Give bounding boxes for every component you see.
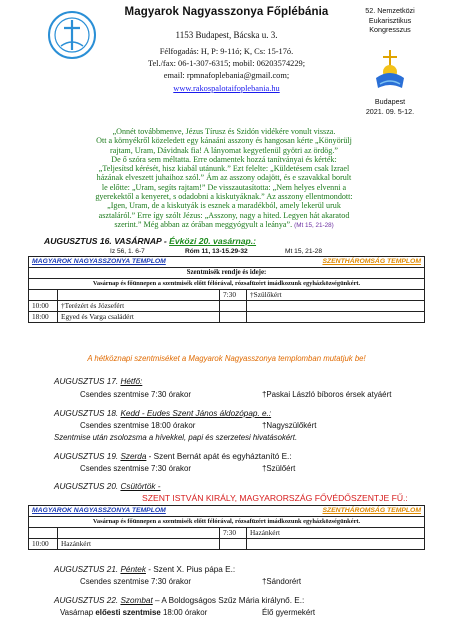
mass-time: 18:00 órakor xyxy=(160,608,208,617)
gospel-line: rajtam, Uram, Dávidnak fia! A lányomat kegyetlenül gyötri az ördög.” xyxy=(110,145,338,155)
day-name: Hétfő: xyxy=(120,377,143,386)
parish-title: Magyarok Nagyasszonya Főplébánia xyxy=(124,6,329,18)
day-date: AUGUSZTUS 21. xyxy=(54,565,119,574)
day-date: AUGUSZTUS 22. xyxy=(54,596,119,605)
table-row xyxy=(29,279,425,290)
mass-type: előesti szentmise xyxy=(95,608,161,617)
wednesday-mass: Csendes szentmise 7:30 órakor xyxy=(80,464,191,473)
church-left-label: MAGYAROK NAGYASSZONYA TEMPLOM xyxy=(29,506,220,517)
mass-prefix: Vasárnap xyxy=(60,608,96,617)
tuesday-intention: †Nagyszülőkért xyxy=(262,421,317,430)
congress-footer xyxy=(342,97,438,116)
order-heading: Szentmisék rendje és ideje: xyxy=(29,268,425,279)
mass-time: 18:00 xyxy=(29,312,58,323)
saturday-intention: Élő gyermekért xyxy=(262,608,316,617)
website-link[interactable]: www.rakospalotaifoplebania.hu xyxy=(173,83,280,93)
day-name: Szerda xyxy=(120,452,147,461)
church-right-label: SZENTHÁROMSÁG TEMPLOM xyxy=(220,257,425,268)
day-name: Szombat xyxy=(120,596,153,605)
mass-time: 7:30 xyxy=(220,528,247,539)
day-saint: - Szent X. Pius pápa E.: xyxy=(145,565,236,574)
church-left-label: MAGYAROK NAGYASSZONYA TEMPLOM xyxy=(29,257,220,268)
weekday-note: A hétköznapi szentmiséket a Magyarok Nagyasszonya templomban mutatjuk be! xyxy=(87,354,366,363)
friday-heading xyxy=(54,565,235,574)
monday-mass: Csendes szentmise 7:30 órakor xyxy=(80,390,191,399)
sunday-reading-3: Mt 15, 21-28 xyxy=(285,248,323,255)
gospel-line: le előtte: „Uram, segíts rajtam!” De visszautasította: „Nem helyes elvenni a xyxy=(101,182,347,192)
mass-intention xyxy=(247,312,425,323)
table-row xyxy=(29,290,425,301)
mass-intention: †Szülőkért xyxy=(247,290,425,301)
thursday-heading xyxy=(54,482,160,491)
saturday-heading xyxy=(54,596,304,605)
monday-heading xyxy=(54,377,142,386)
office-hours: Félfogadás: H, P: 9-11ó; K, Cs: 15-17ó. xyxy=(159,47,294,56)
email-line: email: rpmnafoplebania@gmail.com; xyxy=(163,71,290,81)
monday-intention: †Paskai László bíboros érsek atyáért xyxy=(262,390,392,399)
parish-address: 1153 Budapest, Bácska u. 3. xyxy=(175,30,278,40)
gospel-text xyxy=(58,127,390,230)
mass-intention: Egyed és Varga családért xyxy=(58,312,220,323)
gospel-line: Ott a környékről közeledett egy kánaáni asszony és hangosan kérte „Könyörülj xyxy=(96,136,352,146)
sunday-feast: Évközi 20. vasárnap.: xyxy=(169,236,257,246)
rosary-note: Vasárnap és főünnepen a szentmisék előtt félórával, rózsafüzért imádkozunk egyházközségünkért. xyxy=(29,279,425,290)
gospel-line: asztaláról.” Erre így szólt Jézus: „Asszony, nagy a hited. Legyen hát akaratod xyxy=(98,210,350,220)
gospel-line: szerint.” Még abban az órában meggyógyult a leánya”. xyxy=(114,219,293,229)
sunday-title: AUGUSZTUS 16. VASÁRNAP - xyxy=(44,236,170,246)
mass-time: 10:00 xyxy=(29,539,58,550)
tuesday-heading xyxy=(54,409,271,418)
phone-line: Tel./fax: 06-1-307-6315; mobil: 06203574229; xyxy=(147,59,306,69)
sunday-reading-2: Róm 11, 13-15.29-32 xyxy=(185,248,248,255)
friday-mass: Csendes szentmise 7:30 órakor xyxy=(80,577,191,586)
friday-intention: †Sándorért xyxy=(262,577,302,586)
day-date: AUGUSZTUS 20. xyxy=(54,482,119,491)
mass-time xyxy=(220,539,247,550)
mass-intention: Hazánkért xyxy=(247,528,425,539)
day-name: Péntek xyxy=(120,565,146,574)
day-name: Csütörtök - xyxy=(120,482,161,491)
day-saint: – A Boldogságos Szűz Mária királynő. E.: xyxy=(152,596,305,605)
mass-intention: †Terézért és Józsefért xyxy=(58,301,220,312)
congress-heading xyxy=(342,6,438,35)
table-row xyxy=(29,257,425,268)
mass-intention xyxy=(58,290,220,301)
mass-time: 7:30 xyxy=(220,290,247,301)
congress-line1: 52. Nemzetközi xyxy=(365,6,415,15)
congress-line2: Eukarisztikus xyxy=(368,15,412,25)
thursday-feast: SZENT ISTVÁN KIRÁLY, MAGYARORSZÁG FŐVÉDŐSZENTJE FŰ.: xyxy=(142,493,408,503)
sunday-heading xyxy=(44,236,256,246)
day-saint: - Szent Bernát apát és egyháztanító E.: xyxy=(146,452,292,461)
congress-line3: Kongresszus xyxy=(369,25,411,34)
gospel-line: gyerekektől a kenyeret, s odadobni a kiskutyáknak.” Az asszony ellentmondott: xyxy=(95,192,353,202)
congress-dates: 2021. 09. 5-12. xyxy=(365,106,415,116)
table-row xyxy=(29,539,425,550)
tuesday-mass: Csendes szentmise 18:00 órakor xyxy=(80,421,196,430)
table-row xyxy=(29,268,425,279)
mass-intention: Hazánkért xyxy=(58,539,220,550)
sunday-schedule-table xyxy=(28,256,425,323)
table-row xyxy=(29,528,425,539)
gospel-line: „Teljesítsd kérését, hisz kiabál utánunk.” Ezt felelte: „Küldetésem csak Izrael xyxy=(98,164,350,174)
table-row xyxy=(29,312,425,323)
mass-intention xyxy=(247,301,425,312)
day-date: AUGUSZTUS 17. xyxy=(54,377,119,386)
church-right-label: SZENTHÁROMSÁG TEMPLOM xyxy=(220,506,425,517)
thursday-schedule-table xyxy=(28,505,425,550)
gospel-line: „Igen, Uram, de a kiskutyák is esznek a maradékból, amely lekerül uruk xyxy=(107,201,341,211)
mass-time xyxy=(29,528,58,539)
sunday-reading-1: Iz 56, 1. 6-7 xyxy=(110,248,145,255)
congress-emblem-icon xyxy=(372,48,408,92)
tuesday-extra: Szentmise után zsolozsma a hívekkel, papi és szerzetesi hivatásokért. xyxy=(54,433,298,442)
wednesday-intention: †Szülőért xyxy=(262,464,296,473)
gospel-reference: (Mt 15, 21-28) xyxy=(294,221,334,229)
gospel-line: De ő szóra sem méltatta. Erre odamentek hozzá tanítványai és kérték: xyxy=(111,154,337,164)
gospel-line: „Onnét továbbmenve, Jézus Tírusz és Szidón vidékére vonult vissza. xyxy=(112,127,336,136)
mass-intention xyxy=(247,539,425,550)
rosary-note: Vasárnap és főünnepen a szentmisék előtt félórával, rózsafüzért imádkozunk egyházközségünkért. xyxy=(29,517,425,528)
mass-intention xyxy=(58,528,220,539)
table-row xyxy=(29,301,425,312)
table-row xyxy=(29,517,425,528)
table-row xyxy=(29,506,425,517)
mass-time: 10:00 xyxy=(29,301,58,312)
wednesday-heading xyxy=(54,452,292,461)
mass-time xyxy=(220,312,247,323)
day-date: AUGUSZTUS 18. xyxy=(54,409,119,418)
congress-city: Budapest xyxy=(374,97,406,106)
day-date: AUGUSZTUS 19. xyxy=(54,452,119,461)
gospel-line: házának elveszett juhaihoz szól.” Ám az asszony odajött, és e szavakkal borult xyxy=(96,173,352,183)
saturday-mass xyxy=(60,608,207,617)
mass-time xyxy=(220,301,247,312)
mass-time xyxy=(29,290,58,301)
day-name: Kedd - Eudes Szent János áldozópap. e.: xyxy=(120,409,272,418)
